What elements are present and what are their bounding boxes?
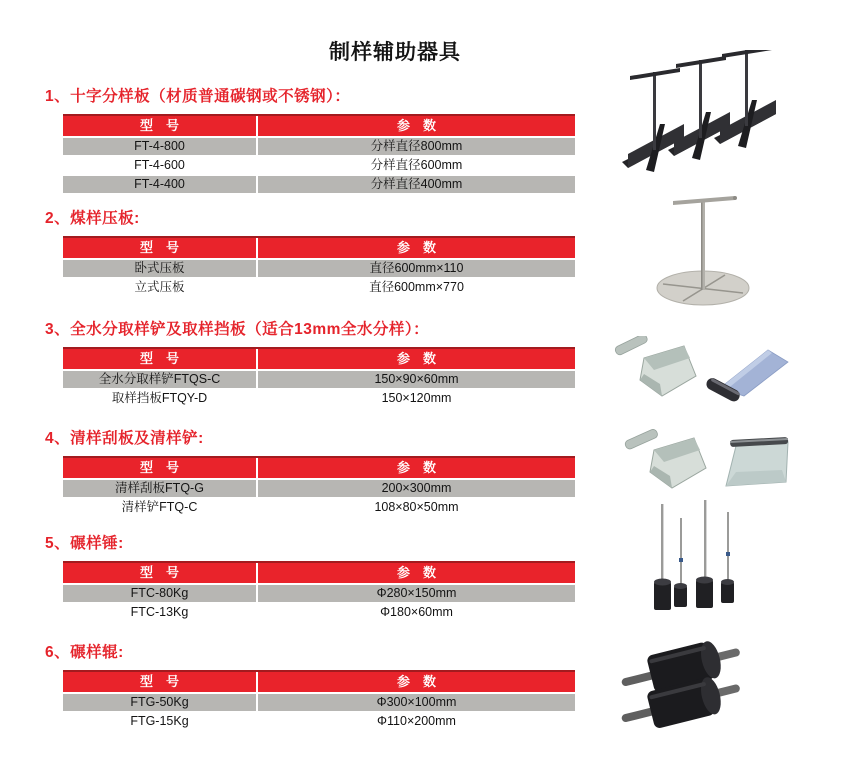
param-cell: 直径600mm×770 [258,279,575,296]
spec-table [63,236,575,296]
param-cell: 108×80×50mm [258,499,575,516]
section-cleaning-tools [45,426,580,518]
model-cell: 清样铲FTQ-C [63,499,256,516]
param-cell: 200×300mm [258,480,575,497]
param-cell: 150×120mm [258,390,575,407]
page-title: 制样辅助器具 [329,41,461,64]
section-cross-dividers [45,84,580,195]
table-row [63,390,575,407]
table-row [63,176,575,193]
col-header-params: 参 数 [258,672,575,692]
table-header-row [63,561,575,583]
col-header-model: 型 号 [63,238,256,258]
spec-table [63,670,575,730]
model-cell: 立式压板 [63,279,256,296]
section-heading: 2、煤样压板: [45,210,140,227]
table-row [63,480,575,497]
param-cell: Φ300×100mm [258,694,575,711]
param-cell: 直径600mm×110 [258,260,575,277]
col-header-model: 型 号 [63,458,256,478]
col-header-params: 参 数 [258,238,575,258]
section-rollers [45,640,580,732]
section-moisture-scoop [45,317,580,409]
model-cell: FT-4-800 [63,138,256,155]
baffle-plate [704,350,788,403]
model-cell: 取样挡板FTQY-D [63,390,256,407]
model-cell: FTC-13Kg [63,604,256,621]
table-header-row [63,456,575,478]
sampling-scoop [614,336,696,396]
model-cell: FT-4-600 [63,157,256,174]
cross-dividers-image [620,50,778,186]
table-row [63,138,575,155]
table-row [63,694,575,711]
section-heading: 5、碾样锤: [45,535,124,552]
model-cell: 全水分取样铲FTQS-C [63,371,256,388]
rollers-image [618,638,746,733]
table-row [63,371,575,388]
cross-divider-unit [622,68,684,172]
moisture-scoop-baffle-image [610,336,792,406]
model-cell: FTC-80Kg [63,585,256,602]
section-hammers [45,531,580,623]
hammers-image [648,500,748,618]
spec-table [63,347,575,407]
model-cell: 清样刮板FTQ-G [63,480,256,497]
hammer [654,504,671,610]
section-heading: 6、碾样辊: [45,644,124,661]
model-cell: 卧式压板 [63,260,256,277]
model-cell: FTG-50Kg [63,694,256,711]
param-cell: Φ110×200mm [258,713,575,730]
table-row [63,260,575,277]
section-heading: 1、十字分样板（材质普通碳钢或不锈钢）： [45,88,351,105]
col-header-model: 型 号 [63,672,256,692]
table-header-row [63,114,575,136]
table-row [63,604,575,621]
hammer [674,518,687,607]
col-header-params: 参 数 [258,458,575,478]
section-press-plates [45,206,580,298]
col-header-params: 参 数 [258,563,575,583]
param-cell: 分样直径600mm [258,157,575,174]
scraper-plate [726,437,788,486]
table-header-row [63,670,575,692]
section-heading: 4、清样刮板及清样铲: [45,430,204,447]
col-header-model: 型 号 [63,116,256,136]
hammer [721,512,734,603]
param-cell: Φ180×60mm [258,604,575,621]
table-row [63,585,575,602]
spec-table [63,456,575,516]
table-row [63,499,575,516]
col-header-model: 型 号 [63,563,256,583]
param-cell: 分样直径800mm [258,138,575,155]
spec-table [63,114,575,193]
table-row [63,713,575,730]
cleaning-tools-image [622,428,794,494]
param-cell: 150×90×60mm [258,371,575,388]
param-cell: Φ280×150mm [258,585,575,602]
model-cell: FT-4-400 [63,176,256,193]
hammer [696,500,713,608]
stainless-divider-image [653,188,753,310]
col-header-params: 参 数 [258,116,575,136]
col-header-params: 参 数 [258,349,575,369]
section-heading: 3、全水分取样铲及取样挡板（适合13mm全水分样）： [45,321,430,338]
table-row [63,279,575,296]
model-cell: FTG-15Kg [63,713,256,730]
col-header-model: 型 号 [63,349,256,369]
param-cell: 分样直径400mm [258,176,575,193]
cleaning-scoop [624,428,706,488]
table-row [63,157,575,174]
cross-divider-unit [714,50,776,148]
spec-table [63,561,575,621]
table-header-row [63,236,575,258]
table-header-row [63,347,575,369]
